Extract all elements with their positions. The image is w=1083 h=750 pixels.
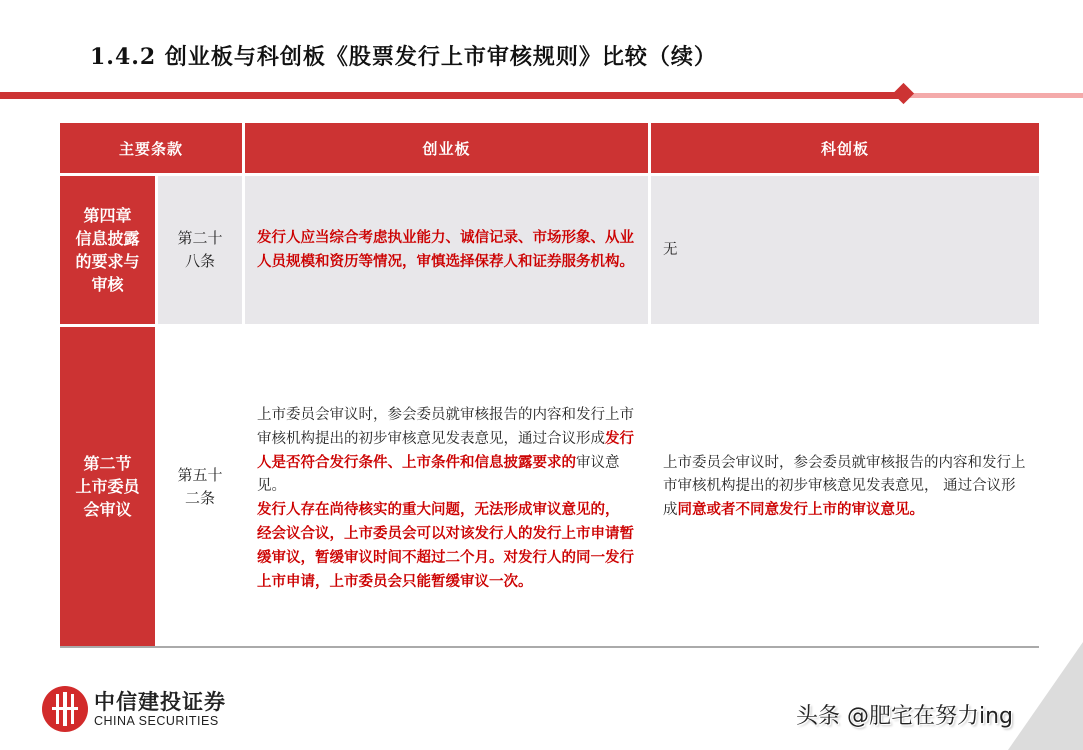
logo-english: CHINA SECURITIES bbox=[94, 713, 219, 728]
table-bottom-border bbox=[60, 646, 1039, 648]
page-corner bbox=[1008, 642, 1083, 750]
table-row bbox=[60, 327, 1039, 646]
star-cell bbox=[651, 327, 1039, 646]
star-text: 无 bbox=[663, 241, 678, 258]
section-line: 会审议 bbox=[83, 500, 132, 519]
article-cell bbox=[158, 327, 242, 646]
company-logo bbox=[42, 686, 226, 732]
article-line: 二条 bbox=[184, 488, 215, 507]
article-cell bbox=[158, 176, 242, 324]
header-chinext: 创业板 bbox=[245, 123, 648, 173]
article-line: 第五十 bbox=[177, 465, 223, 484]
section-line: 上市委员 bbox=[75, 477, 140, 496]
page-title: 1.4.2 创业板与科创板《股票发行上市审核规则》比较（续） bbox=[90, 44, 717, 70]
section-line: 第二节 bbox=[83, 454, 132, 473]
header-clause: 主要条款 bbox=[60, 123, 242, 173]
citic-logo-icon bbox=[42, 686, 88, 732]
chinext-text-emphasis: 发行人存在尚待核实的重大问题，无法形成审议意见的， 经会议合议，上市委员会可以对该发行人的发行上市申请暂缓审议，暂缓审议时间不超过二个月。对发行人的同一发行上市申请，上市委员会只能暂缓审议一次。 bbox=[257, 500, 634, 590]
table-row bbox=[60, 176, 1039, 324]
watermark: 头条 @肥宅在努力ing bbox=[796, 704, 1014, 729]
table-header-row bbox=[60, 123, 1039, 173]
title-rule-light bbox=[905, 93, 1083, 98]
chinext-cell bbox=[245, 176, 648, 324]
title-rule bbox=[0, 92, 905, 99]
header-star: 科创板 bbox=[651, 123, 1039, 173]
star-cell bbox=[651, 176, 1039, 324]
chinext-cell bbox=[245, 327, 648, 646]
diamond-icon bbox=[893, 83, 914, 104]
section-line: 审核 bbox=[91, 275, 124, 294]
section-line: 信息披露 bbox=[75, 229, 140, 248]
article-line: 八条 bbox=[184, 252, 215, 270]
chinext-text-emphasis: 发行人应当综合考虑执业能力、诚信记录、市场形象、从业人员规模和资历等情况，审慎选择保荐人和证券服务机构。 bbox=[257, 229, 634, 270]
section-cell bbox=[60, 176, 155, 324]
star-text: 上市委员会审议时，参会委员就审核报告的内容和发行上市审核机构提出的初步审核意见发表意见， 通过合议形成 bbox=[663, 454, 1026, 518]
star-text-emphasis: 同意或者不同意发行上市的审议意见。 bbox=[677, 500, 924, 518]
section-line: 的要求与 bbox=[75, 252, 140, 271]
chinext-text: 上市委员会审议时，参会委员就审核报告的内容和发行上市审核机构提出的初步审核意见发表意见，通过合议形成 bbox=[257, 406, 634, 447]
section-cell bbox=[60, 327, 155, 646]
logo-chinese: 中信建投证券 bbox=[94, 689, 226, 714]
chinext-text: 审议意见。 bbox=[257, 454, 620, 494]
section-line: 第四章 bbox=[83, 206, 132, 225]
article-line: 第二十 bbox=[177, 229, 223, 247]
chinext-text-emphasis: 发行人是否符合发行条件、上市条件和信息披露要求的 bbox=[257, 429, 634, 471]
